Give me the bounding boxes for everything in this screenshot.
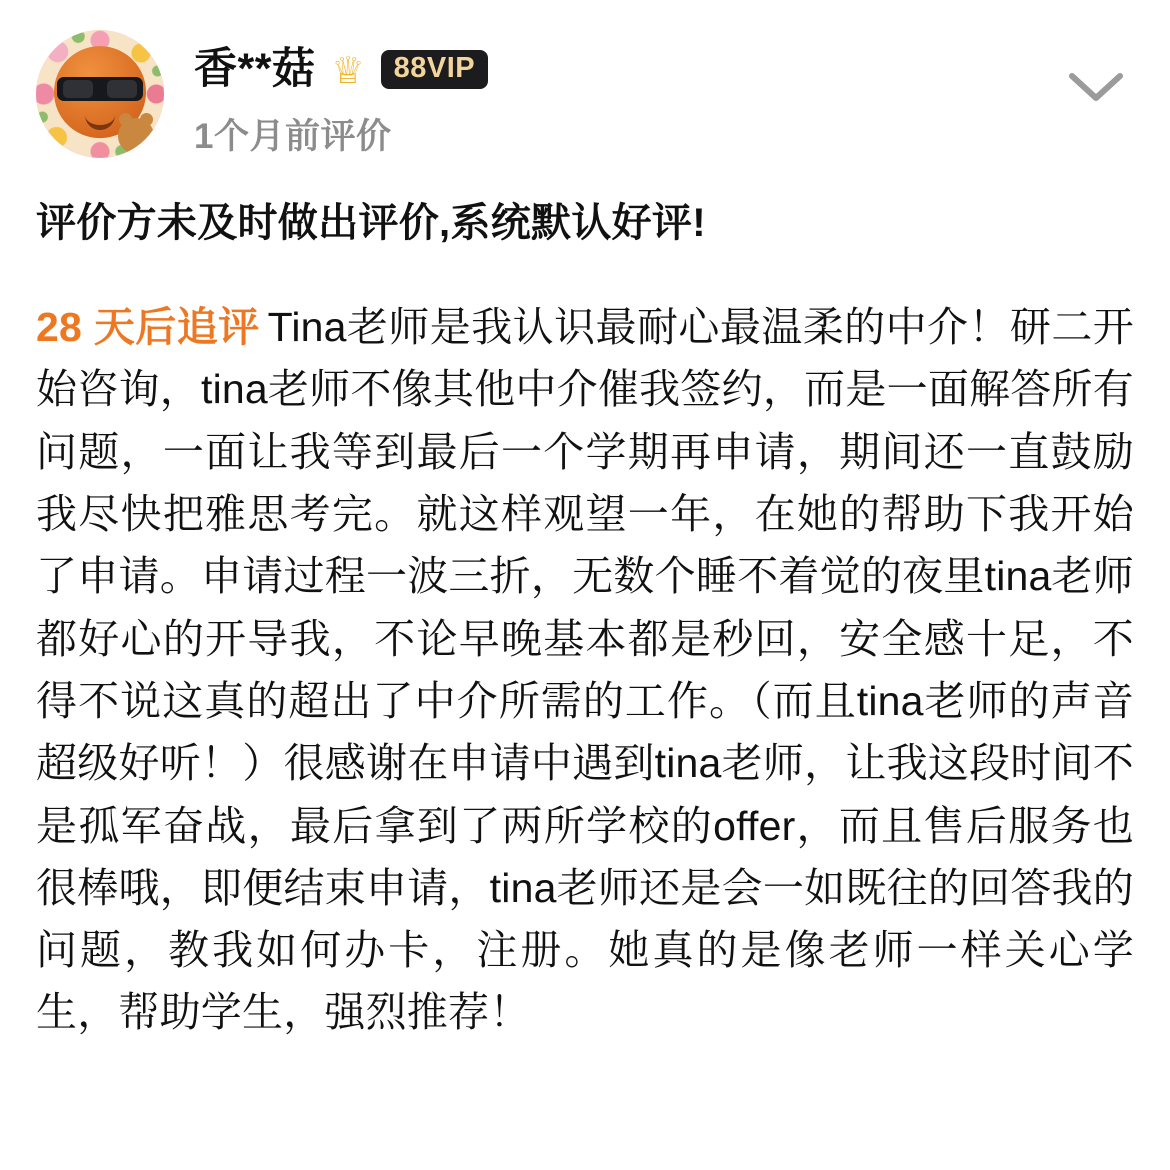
user-info (194, 30, 1134, 159)
bear-icon (118, 118, 154, 154)
vip-badge[interactable]: 88VIP (381, 50, 489, 89)
crown-icon: ♕ (331, 50, 365, 92)
append-review-text: Tina老师是我认识最耐心最温柔的中介！研二开始咨询，tina老师不像其他中介催我签约，而是一面解答所有问题，一面让我等到最后一个学期再申请，期间还一直鼓励我尽快把雅思考完。就这样观望一年，在她的帮助下我开始了申请。申请过程一波三折，无数个睡不着觉的夜里tina老师都好心的开导我，不论早晚基本都是秒回，安全感十足，不得不说这真的超出了中介所需的工作。（而且tina老师的声音超级好听！）很感谢在申请中遇到tina老师，让我这段时间不是孤军奋战，最后拿到了两所学校的offer，而且售后服务也很棒哦，即便结束申请，tina老师还是会一如既往的回答我的问题，教我如何办卡，注册。她真的是像老师一样关心学生，帮助学生，强烈推荐！ (36, 304, 1134, 1036)
review-time: 1个月前评价 (194, 117, 392, 157)
review-header (36, 30, 1134, 160)
username: 香**菇 (194, 45, 316, 93)
avatar[interactable] (36, 30, 164, 158)
sunglasses-icon (57, 77, 143, 101)
append-review-label: 28 天后追评 (36, 304, 260, 350)
chevron-down-icon[interactable] (1066, 58, 1126, 118)
append-review (36, 296, 1134, 1044)
username-row (194, 46, 1134, 93)
first-comment-text: 评价方未及时做出评价,系统默认好评! (36, 201, 706, 245)
